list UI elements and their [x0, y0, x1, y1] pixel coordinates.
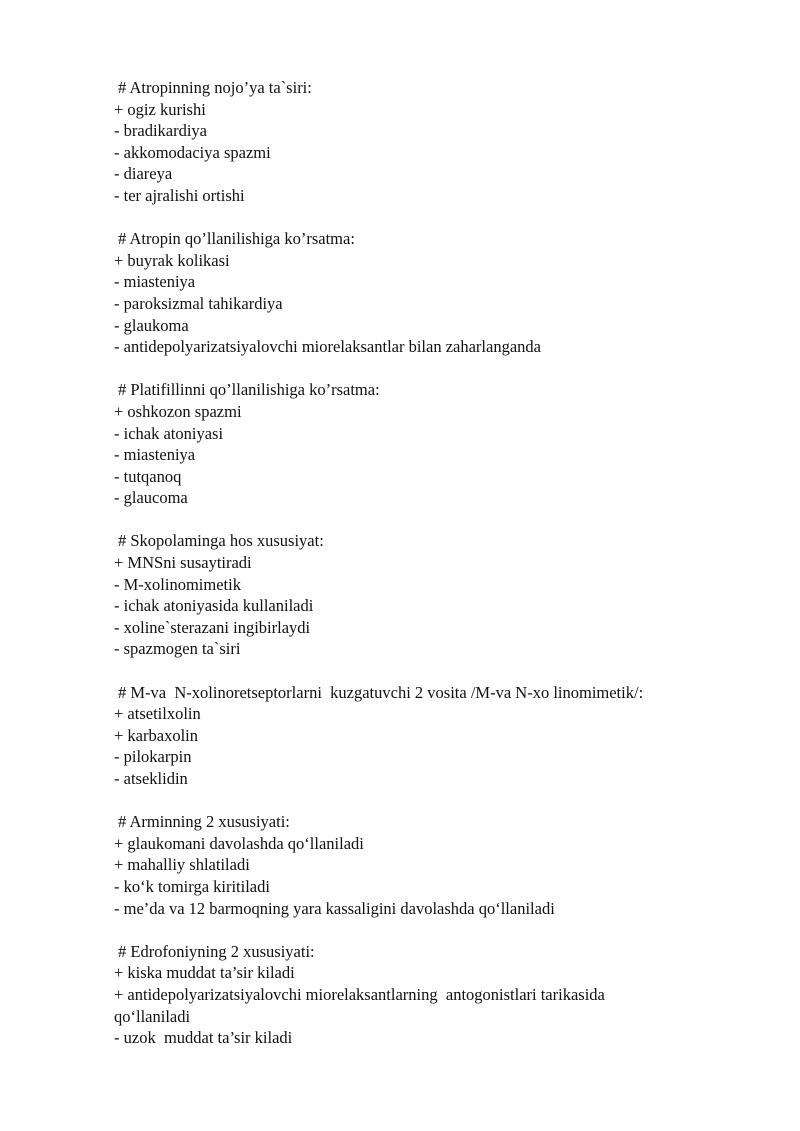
- answer-option: - ter ajralishi ortishi: [114, 185, 245, 205]
- answer-option: - M-xolinomimetik: [114, 574, 241, 594]
- answer-option: - ko‘k tomirga kiritiladi: [114, 876, 270, 896]
- answer-option: qo‘llaniladi: [114, 1006, 191, 1026]
- answer-option: - tutqanoq: [114, 466, 182, 486]
- question-block: [114, 530, 754, 660]
- answer-option: + oshkozon spazmi: [114, 401, 242, 421]
- document-page: [114, 77, 754, 1070]
- answer-option: + mahalliy shlatiladi: [114, 855, 250, 875]
- question-block: [114, 379, 754, 509]
- question-block: [114, 228, 754, 358]
- question-title: # Skopolaminga hos xususiyat:: [118, 531, 324, 551]
- answer-option: - uzok muddat ta’sir kiladi: [114, 1028, 293, 1048]
- answer-option: - antidepolyarizatsiyalovchi miorelaksantlar bilan zaharlanganda: [114, 337, 541, 357]
- answer-option: - bradikardiya: [114, 121, 207, 141]
- answer-option: - diareya: [114, 164, 173, 184]
- answer-option: - ichak atoniyasida kullaniladi: [114, 596, 314, 616]
- question-title: # Arminning 2 xususiyati:: [118, 812, 290, 832]
- answer-option: + kiska muddat ta’sir kiladi: [114, 963, 295, 983]
- answer-option: - glaucoma: [114, 488, 188, 508]
- answer-option: - miasteniya: [114, 272, 196, 292]
- answer-option: + antidepolyarizatsiyalovchi miorelaksantlarning antogonistlari tarikasida: [114, 984, 605, 1004]
- answer-option: - ichak atoniyasi: [114, 423, 224, 443]
- question-block: [114, 682, 754, 790]
- answer-option: - pilokarpin: [114, 747, 192, 767]
- answer-option: + atsetilxolin: [114, 704, 201, 724]
- answer-option: - paroksizmal tahikardiya: [114, 293, 283, 313]
- answer-option: - atseklidin: [114, 769, 188, 788]
- question-block: [114, 77, 754, 207]
- answer-option: - xoline`sterazani ingibirlaydi: [114, 617, 311, 637]
- question-block: [114, 811, 754, 919]
- answer-option: - spazmogen ta`siri: [114, 639, 241, 659]
- answer-option: + MNSni susaytiradi: [114, 553, 252, 573]
- question-title: # Atropin qo’llanilishiga ko’rsatma:: [118, 229, 355, 249]
- answer-option: + glaukomani davolashda qo‘llaniladi: [114, 833, 364, 853]
- answer-option: - glaukoma: [114, 315, 189, 335]
- answer-option: + karbaxolin: [114, 725, 198, 745]
- answer-option: - akkomodaciya spazmi: [114, 142, 271, 162]
- answer-option: + buyrak kolikasi: [114, 250, 230, 270]
- question-title: # Edrofoniyning 2 xususiyati:: [118, 941, 315, 961]
- answer-option: + ogiz kurishi: [114, 99, 206, 119]
- answer-option: - miasteniya: [114, 445, 196, 465]
- question-title: # Atropinning nojo’ya ta`siri:: [118, 78, 312, 97]
- answer-option: - me’da va 12 barmoqning yara kassaligini davolashda qo‘llaniladi: [114, 898, 555, 918]
- question-block: [114, 941, 754, 1049]
- question-title: # M-va N-xolinoretseptorlarni kuzgatuvchi 2 vosita /M-va N-xo linomimetik/:: [118, 682, 644, 702]
- question-title: # Platifillinni qo’llanilishiga ko’rsatma:: [118, 380, 380, 400]
